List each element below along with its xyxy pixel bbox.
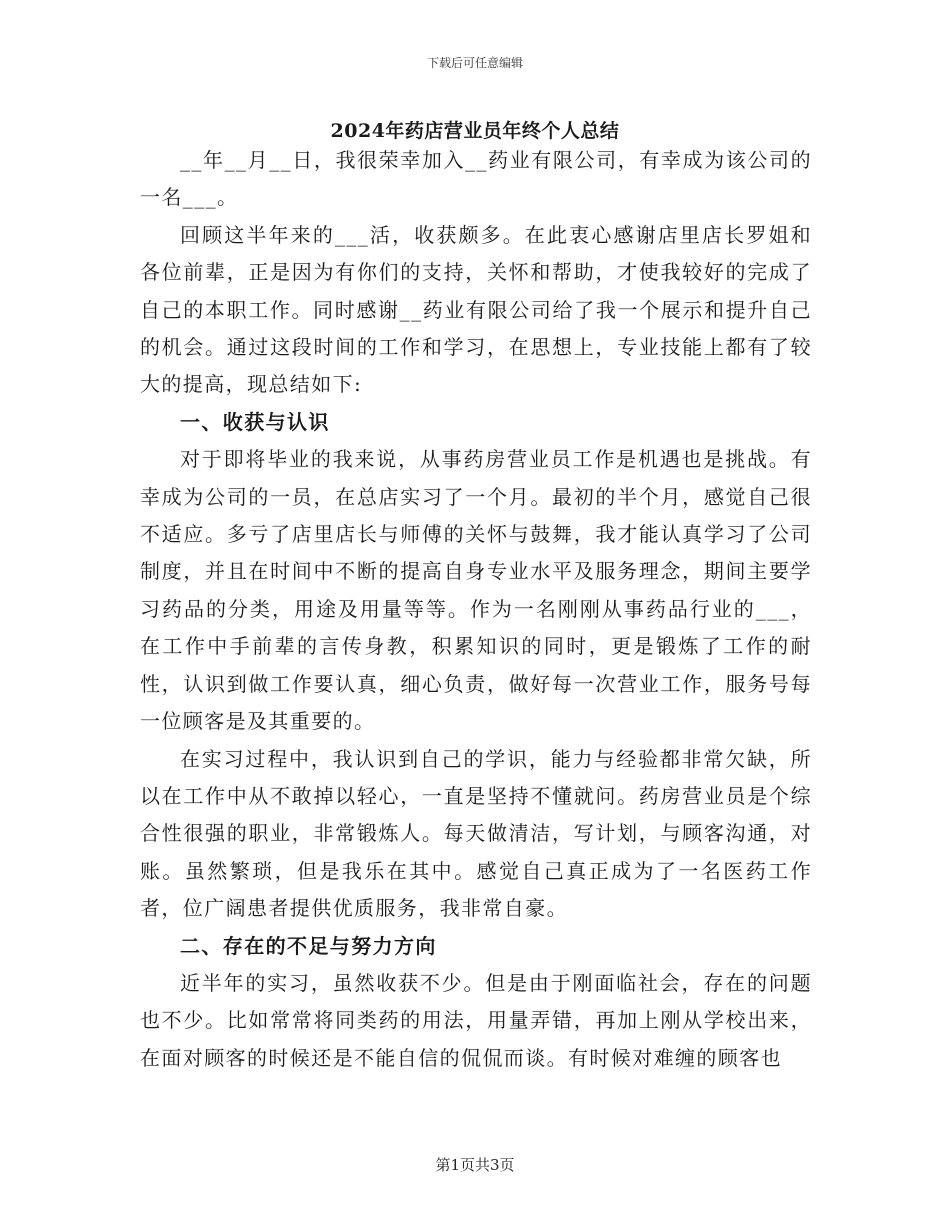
paragraph: 对于即将毕业的我来说，从事药房营业员工作是机遇也是挑战。有幸成为公司的一员，在总店实习了一个月。最初的半个月，感觉自己很不适应。多亏了店里店长与师傅的关怀与鼓舞，我才能认真学习了公司制度，并且在时间中不断的提高自身专业水平及服务理念，期间主要学习药品的分类，用途及用量等等。作为一名刚刚从事药品行业的___，在工作中手前辈的言传身教，积累知识的同时，更是锻炼了工作的耐性，认识到做工作要认真，细心负责，做好每一次营业工作，服务号每一位顾客是及其重要的。 [140, 447, 812, 734]
paragraph: __年__月__日，我很荣幸加入__药业有限公司，有幸成为该公司的一名___。 [140, 148, 812, 210]
section-heading: 一、收获与认识 [180, 409, 330, 434]
paragraph: 在实习过程中，我认识到自己的学识，能力与经验都非常欠缺，所以在工作中从不敢掉以轻心，一直是坚持不懂就问。药房营业员是个综合性很强的职业，非常锻炼人。每天做清洁，写计划，与顾客沟通，对账。虽然繁琐，但是我乐在其中。感觉自己真正成为了一名医药工作者，位广阔患者提供优质服务，我非常自豪。 [140, 746, 812, 921]
page-header-note: 下载后可任意编辑 [426, 56, 523, 70]
page-number: 第1页共3页 [435, 1156, 515, 1174]
section-heading: 二、存在的不足与努力方向 [180, 933, 437, 958]
paragraph: 近半年的实习，虽然收获不少。但是由于刚面临社会，存在的问题也不少。比如常常将同类药的用法，用量弄错，再加上刚从学校出来，在面对顾客的时候还是不能自信的侃侃而谈。有时候对难缠的顾客也 [140, 970, 812, 1070]
document-title: 2024年药店营业员年终个人总结 [330, 120, 620, 142]
document-body [140, 142, 812, 1077]
paragraph: 回顾这半年来的___活，收获颇多。在此衷心感谢店里店长罗姐和各位前辈，正是因为有你们的支持，关怀和帮助，才使我较好的完成了自己的本职工作。同时感谢__药业有限公司给了我一个展示和提升自己的机会。通过这段时间的工作和学习，在思想上，专业技能上都有了较大的提高，现总结如下: [140, 222, 812, 397]
